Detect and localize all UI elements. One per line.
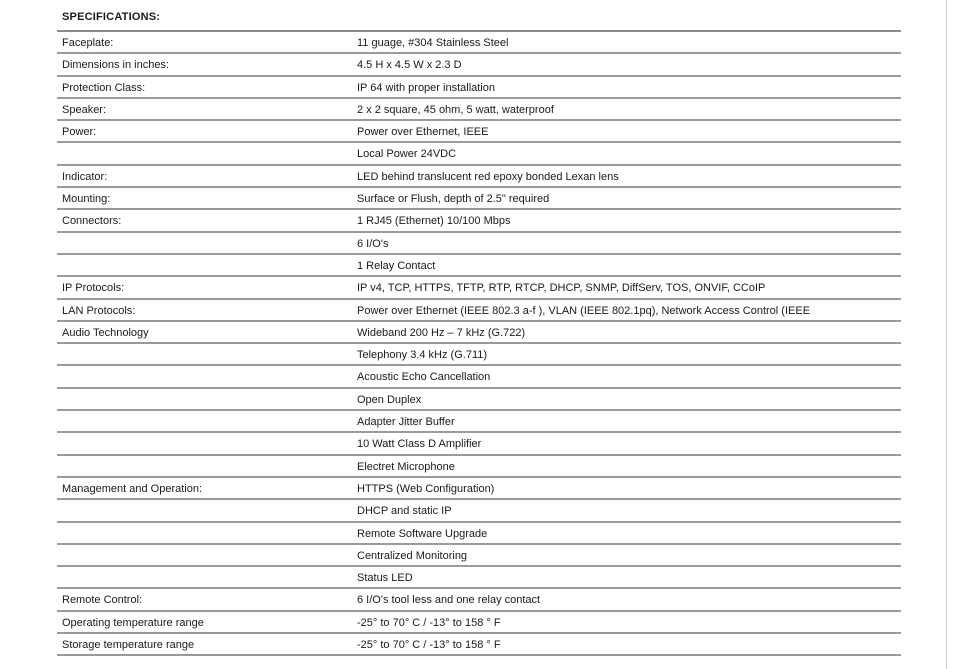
spec-row [57, 166, 901, 188]
spec-value: 4.5 H x 4.5 W x 2.3 D [357, 59, 462, 72]
spec-label: Power: [62, 126, 97, 139]
spec-row [57, 545, 901, 567]
specifications-heading: SPECIFICATIONS: [62, 11, 161, 23]
spec-value: IP 64 with proper installation [357, 81, 495, 94]
spec-label: Protection Class: [62, 81, 146, 94]
spec-label: Storage temperature range [62, 639, 195, 652]
spec-value: 1 RJ45 (Ethernet) 10/100 Mbps [357, 215, 511, 228]
spec-label: Faceplate: [62, 37, 114, 49]
spec-value: -25° to 70° C / -13° to 158 ° F [357, 616, 501, 629]
spec-value: Remote Software Upgrade [357, 527, 488, 540]
spec-value: Electret Microphone [357, 460, 455, 473]
spec-row [57, 411, 901, 433]
spec-row [57, 389, 901, 411]
spec-label: Audio Technology [62, 326, 149, 339]
spec-row [57, 478, 901, 500]
spec-label: Indicator: [62, 170, 108, 183]
spec-label: Mounting: [62, 193, 111, 206]
spec-label: Management and Operation: [62, 482, 203, 495]
spec-row [57, 366, 901, 388]
spec-value: Telephony 3.4 kHz (G.711) [357, 349, 488, 362]
spec-row [57, 32, 901, 54]
spec-row [57, 233, 901, 255]
spec-row [57, 322, 901, 344]
specifications-table [57, 30, 901, 656]
spec-row [57, 277, 901, 299]
spec-value: 10 Watt Class D Amplifier [357, 438, 482, 451]
spec-label: LAN Protocols: [62, 304, 136, 317]
spec-row [57, 210, 901, 232]
spec-row [57, 99, 901, 121]
spec-value: DHCP and static IP [357, 505, 452, 518]
spec-row [57, 77, 901, 99]
spec-value: IP v4, TCP, HTTPS, TFTP, RTP, RTCP, DHCP, SNMP, DiffServ, TOS, ONVIF, CCoIP [357, 282, 766, 295]
spec-value: LED behind translucent red epoxy bonded Lexan lens [357, 170, 619, 183]
spec-value: -25° to 70° C / -13° to 158 ° F [357, 639, 501, 652]
spec-label: Speaker: [62, 103, 107, 116]
spec-value: Surface or Flush, depth of 2.5" required [357, 193, 550, 206]
spec-row [57, 344, 901, 366]
spec-value: 2 x 2 square, 45 ohm, 5 watt, waterproof [357, 103, 554, 116]
spec-row [57, 523, 901, 545]
spec-label: Connectors: [62, 215, 122, 228]
spec-row [57, 567, 901, 589]
spec-value: 6 I/O's [357, 237, 389, 250]
spec-value: Wideband 200 Hz – 7 kHz (G.722) [357, 326, 526, 339]
spec-label: Dimensions in inches: [62, 59, 169, 72]
spec-row [57, 634, 901, 656]
spec-label: Operating temperature range [62, 616, 204, 629]
spec-row [57, 54, 901, 76]
spec-value: Adapter Jitter Buffer [357, 416, 455, 429]
spec-row [57, 589, 901, 611]
spec-value: Open Duplex [357, 393, 422, 406]
spec-row [57, 300, 901, 322]
spec-label: IP Protocols: [62, 282, 125, 295]
spec-label: Remote Control: [62, 594, 143, 607]
spec-value: 1 Relay Contact [357, 259, 436, 272]
spec-row [57, 121, 901, 143]
spec-row [57, 456, 901, 478]
spec-value: 11 guage, #304 Stainless Steel [357, 37, 509, 49]
spec-row [57, 500, 901, 522]
spec-row [57, 143, 901, 165]
spec-value: Acoustic Echo Cancellation [357, 371, 491, 384]
spec-row [57, 612, 901, 634]
spec-value: 6 I/O's tool less and one relay contact [357, 594, 541, 607]
spec-value: Status LED [357, 572, 413, 585]
spec-row [57, 255, 901, 277]
spec-value: Local Power 24VDC [357, 148, 457, 161]
spec-row [57, 188, 901, 210]
spec-value: Centralized Monitoring [357, 549, 468, 562]
spec-value: Power over Ethernet, IEEE [357, 126, 489, 139]
spec-value: Power over Ethernet (IEEE 802.3 a-f ), VLAN (IEEE 802.1pq), Network Access Control (IEEE [357, 304, 811, 317]
spec-value: HTTPS (Web Configuration) [357, 482, 495, 495]
spec-row [57, 433, 901, 455]
